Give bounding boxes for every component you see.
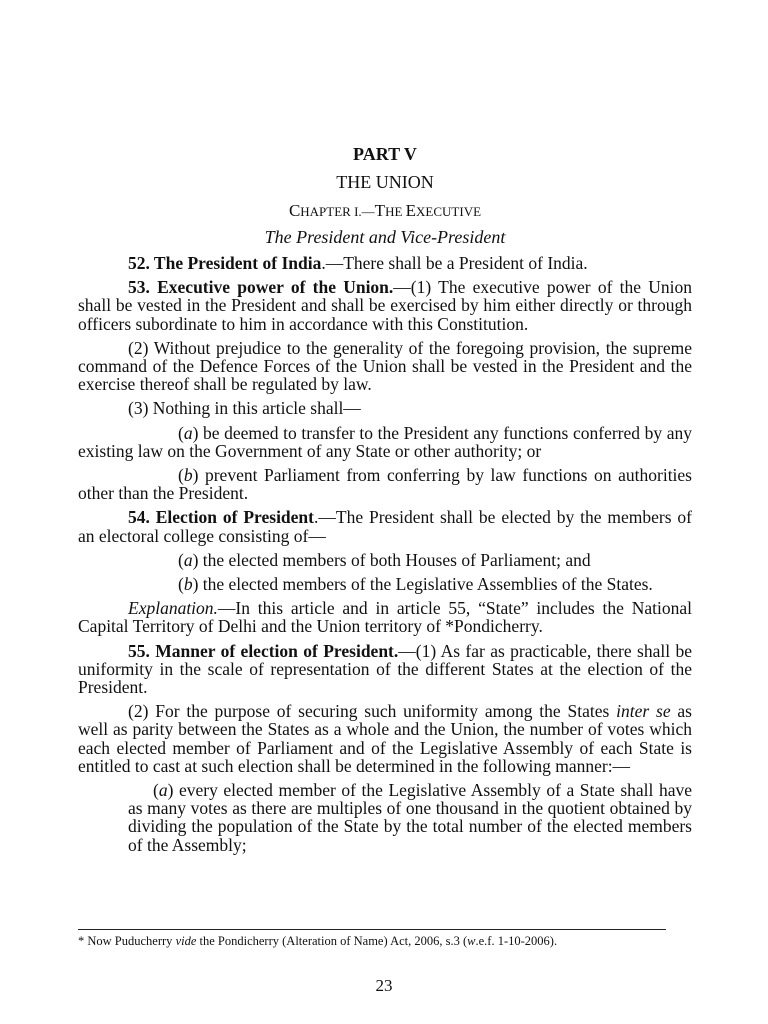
article-55-subclause-a: (a) every elected member of the Legislative Assembly of a State shall have as many votes as there are multiples of one thousand in the quotient obtained by dividing the population of the State by the total number of the elected members of the Assembly;	[128, 780, 692, 855]
footnote-divider	[78, 929, 666, 930]
article-54-explanation: Explanation.—In this article and in article 55, “State” includes the National Capital Territory of Delhi and the Union territory of *Pondicherry.	[78, 598, 692, 637]
article-54-subclause-a: (a) the elected members of both Houses of Parliament; and	[178, 549, 591, 570]
article-53-clause-3: (3) Nothing in this article shall—	[128, 398, 361, 419]
part-heading: PART V	[353, 144, 417, 164]
article-54-subclause-b: (b) the elected members of the Legislative Assemblies of the States.	[178, 574, 653, 595]
article-53-clause-1: 53. Executive power of the Union.—(1) The executive power of the Union shall be vested in the President and shall be exercised by him either directly or through officers subordinate to him in accordance with this Constitution.	[78, 277, 692, 334]
body-text	[78, 254, 692, 860]
union-heading: THE UNION	[336, 172, 434, 192]
article-55-clause-1: 55. Manner of election of President.—(1) As far as practicable, there shall be uniformity in the scale of representation of the different States at the election of the President.	[78, 640, 692, 698]
article-52: 52. The President of India.—There shall be a President of India.	[128, 253, 588, 273]
article-53-subclause-b: (b) prevent Parliament from conferring by law functions on authorities other than the President.	[78, 465, 692, 504]
page-number: 23	[375, 976, 393, 995]
article-53-clause-2: (2) Without prejudice to the generality of the foregoing provision, the supreme command of the Defence Forces of the Union shall be vested in the President and the exercise thereof shall be regulated by law.	[78, 337, 692, 395]
article-55-clause-2: (2) For the purpose of securing such uniformity among the States inter se as well as parity between the States as a whole and the Union, the number of votes which each elected member of Parliament and of the Legislative Assembly of each State is entitled to cast at such election shall be determined in the following manner:—	[78, 701, 692, 776]
footnote: * Now Puducherry vide the Pondicherry (Alteration of Name) Act, 2006, s.3 (w.e.f. 1-10-2006).	[78, 934, 558, 948]
article-54: 54. Election of President.—The President shall be elected by the members of an electoral college consisting of—	[78, 507, 692, 546]
article-53-subclause-a: (a) be deemed to transfer to the President any functions conferred by any existing law on the Government of any State or other authority; or	[78, 422, 692, 461]
subheading: The President and Vice-President	[264, 227, 506, 247]
chapter-heading: CHAPTER I.—THE EXECUTIVE	[288, 201, 482, 220]
